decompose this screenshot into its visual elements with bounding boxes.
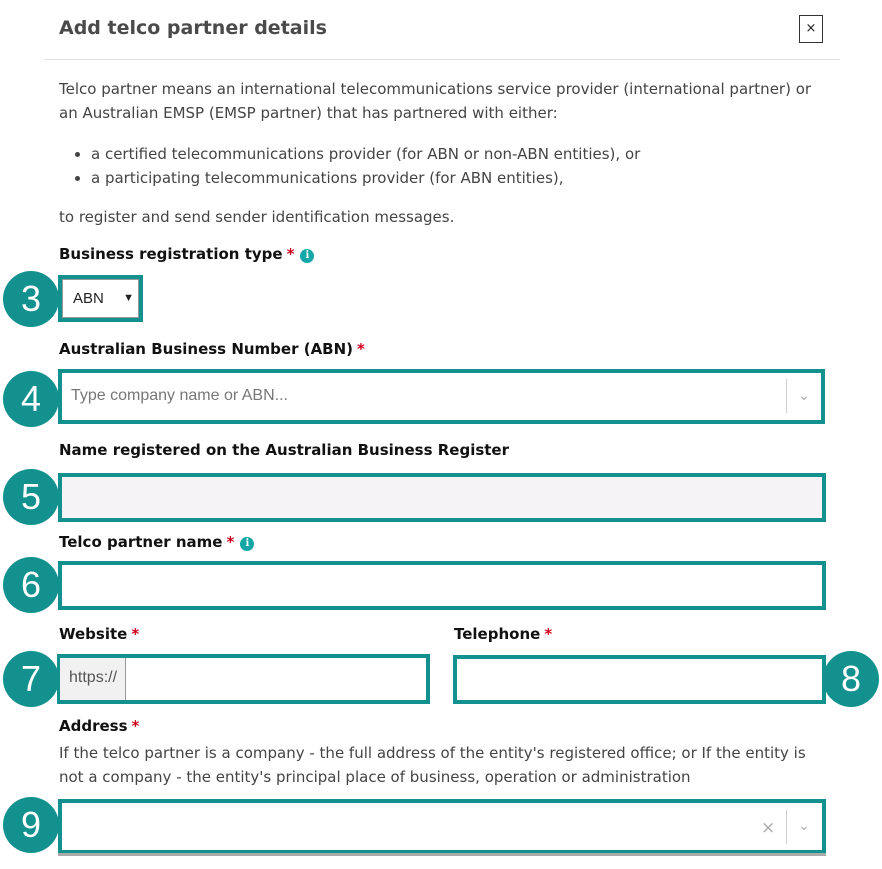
- abn-label: Australian Business Number (ABN) *: [59, 340, 365, 358]
- abr-name-label: Name registered on the Australian Business Register: [59, 441, 509, 459]
- step-badge-9: 9: [3, 797, 59, 853]
- abn-placeholder: Type company name or ABN...: [71, 387, 288, 404]
- registration-type-select[interactable]: ABN ▼: [62, 279, 139, 318]
- telephone-label: Telephone *: [454, 625, 553, 643]
- info-icon[interactable]: i: [240, 537, 254, 551]
- header-divider: [44, 59, 840, 60]
- intro-bullets: [59, 142, 640, 190]
- step-badge-3: 3: [3, 271, 59, 327]
- registration-type-label: Business registration type * i: [59, 245, 314, 263]
- required-marker: *: [226, 533, 235, 551]
- dialog-title: Add telco partner details: [59, 17, 327, 39]
- required-marker: *: [131, 717, 140, 735]
- combobox-separator: [786, 810, 787, 844]
- chevron-down-icon: ▼: [123, 292, 134, 304]
- bullet-item: • a certified telecommunications provider (for ABN or non-ABN entities), or: [91, 142, 640, 166]
- step-badge-4: 4: [3, 371, 59, 427]
- required-marker: *: [544, 625, 553, 643]
- close-button[interactable]: ×: [799, 15, 823, 43]
- bullet-item: • a participating telecommunications provider (for ABN entities),: [91, 166, 640, 190]
- step-badge-8: 8: [823, 651, 879, 707]
- partner-name-label: Telco partner name * i: [59, 533, 254, 551]
- intro-paragraph: Telco partner means an international telecommunications service provider (international partner) or an Australian EMSP (EMSP partner) that has partnered with either:: [59, 80, 812, 122]
- required-marker: *: [286, 245, 295, 263]
- website-prefix: https://: [60, 658, 126, 700]
- chevron-down-icon[interactable]: ⌄: [798, 388, 810, 404]
- step-badge-6: 6: [3, 557, 59, 613]
- chevron-down-icon[interactable]: ⌄: [798, 818, 810, 834]
- address-underline: [58, 853, 826, 856]
- required-marker: *: [131, 625, 140, 643]
- telephone-input[interactable]: [453, 655, 826, 704]
- partner-name-input[interactable]: [58, 561, 826, 610]
- required-marker: *: [357, 340, 365, 358]
- dialog: [44, 0, 840, 869]
- step-badge-7: 7: [3, 651, 59, 707]
- intro-closing: to register and send sender identification messages.: [59, 208, 455, 226]
- address-combobox[interactable]: [58, 799, 826, 854]
- abr-name-field: [58, 473, 826, 522]
- info-icon[interactable]: i: [300, 249, 314, 263]
- address-label: Address *: [59, 717, 140, 735]
- website-label: Website *: [59, 625, 140, 643]
- combobox-separator: [786, 379, 787, 413]
- clear-icon[interactable]: ×: [761, 818, 776, 838]
- address-help-text: If the telco partner is a company - the full address of the entity's registered office; or If the entity is not a company - the entity's principal place of business, operation or administration: [59, 744, 806, 786]
- step-badge-5: 5: [3, 469, 59, 525]
